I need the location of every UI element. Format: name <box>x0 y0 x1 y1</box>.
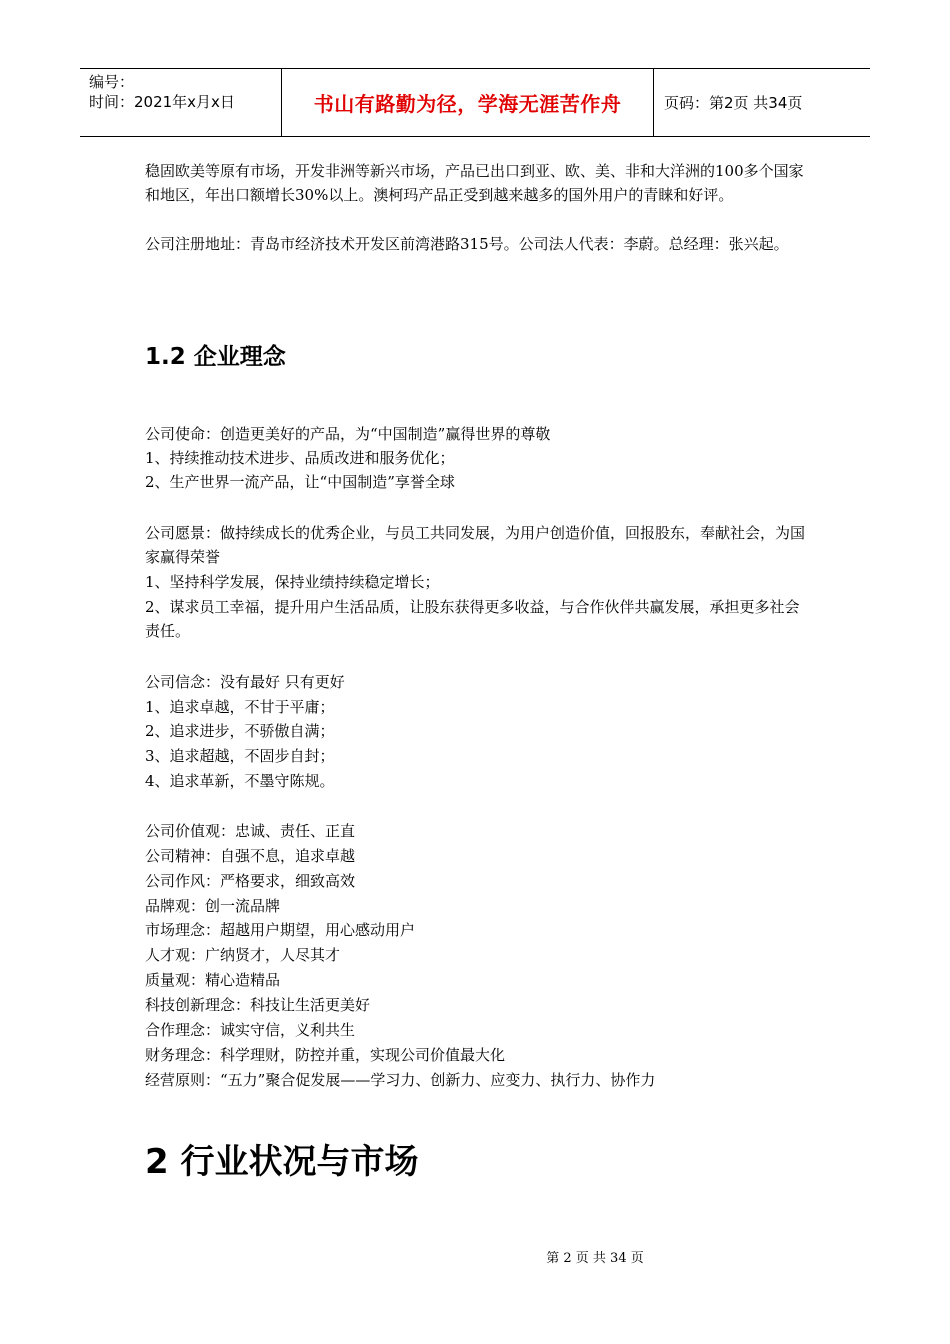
date-line: 时间：2021年x月x日 <box>89 93 235 111</box>
vision-item: 1、坚持科学发展，保持业绩持续稳定增长； <box>145 573 440 591</box>
belief-item: 4、追求革新，不墨守陈规。 <box>145 772 335 790</box>
belief-heading: 公司信念：没有最好 只有更好 <box>145 673 345 691</box>
belief-item: 1、追求卓越，不甘于平庸； <box>145 698 335 716</box>
header-motto: 书山有路勤为径，学海无涯苦作舟 <box>282 69 654 136</box>
value-line: 财务理念：科学理财，防控并重，实现公司价值最大化 <box>145 1046 506 1064</box>
section-heading-1-2: 1.2 企业理念 <box>145 344 286 370</box>
intro-paragraph-1: 稳固欧美等原有市场，开发非洲等新兴市场，产品已出口到亚、欧、美、非和大洋洲的100多个国家和地区，年出口额增长30%以上。澳柯玛产品正受到越来越多的国外用户的青睐和好评。 <box>145 162 804 204</box>
value-line: 公司精神：自强不息，追求卓越 <box>145 847 356 865</box>
vision-item: 2、谋求员工幸福，提升用户生活品质，让股东获得更多收益，与合作伙伴共赢发展，承担更多社会责任。 <box>145 598 800 640</box>
value-line: 品牌观：创一流品牌 <box>145 897 281 915</box>
value-line: 科技创新理念：科技让生活更美好 <box>145 996 371 1014</box>
value-line: 人才观：广纳贤才，人尽其才 <box>145 946 341 964</box>
value-line: 质量观：精心造精品 <box>145 971 281 989</box>
value-line: 经营原则：“五力”聚合促发展——学习力、创新力、应变力、执行力、协作力 <box>145 1071 656 1089</box>
value-line: 公司作风：严格要求，细致高效 <box>145 872 356 890</box>
header-meta-cell <box>80 69 282 136</box>
mission-item: 1、持续推动技术进步、品质改进和服务优化； <box>145 449 455 467</box>
intro-paragraph-2: 公司注册地址：青岛市经济技术开发区前湾港路315号。公司法人代表：李蔚。总经理：张兴起。 <box>145 235 789 253</box>
footer-page-number: 第 2 页 共 34 页 <box>546 1251 644 1266</box>
header-page-info: 页码：第2页 共34页 <box>664 94 803 112</box>
belief-item: 3、追求超越，不固步自封； <box>145 747 335 765</box>
belief-item: 2、追求进步，不骄傲自满； <box>145 722 335 740</box>
value-line: 公司价值观：忠诚、责任、正直 <box>145 822 356 840</box>
number-label: 编号： <box>89 73 135 91</box>
mission-heading: 公司使命：创造更美好的产品，为“中国制造”赢得世界的尊敬 <box>145 425 551 443</box>
header-table <box>80 68 870 137</box>
value-line: 合作理念：诚实守信，义利共生 <box>145 1021 356 1039</box>
value-line: 市场理念：超越用户期望，用心感动用户 <box>145 921 416 939</box>
mission-item: 2、生产世界一流产品，让“中国制造”享誉全球 <box>145 473 455 491</box>
section-heading-2: 2 行业状况与市场 <box>145 1142 419 1182</box>
page-footer <box>0 1247 950 1266</box>
vision-heading: 公司愿景：做持续成长的优秀企业，与员工共同发展，为用户创造价值，回报股东，奉献社会，为国家赢得荣誉 <box>145 524 806 566</box>
